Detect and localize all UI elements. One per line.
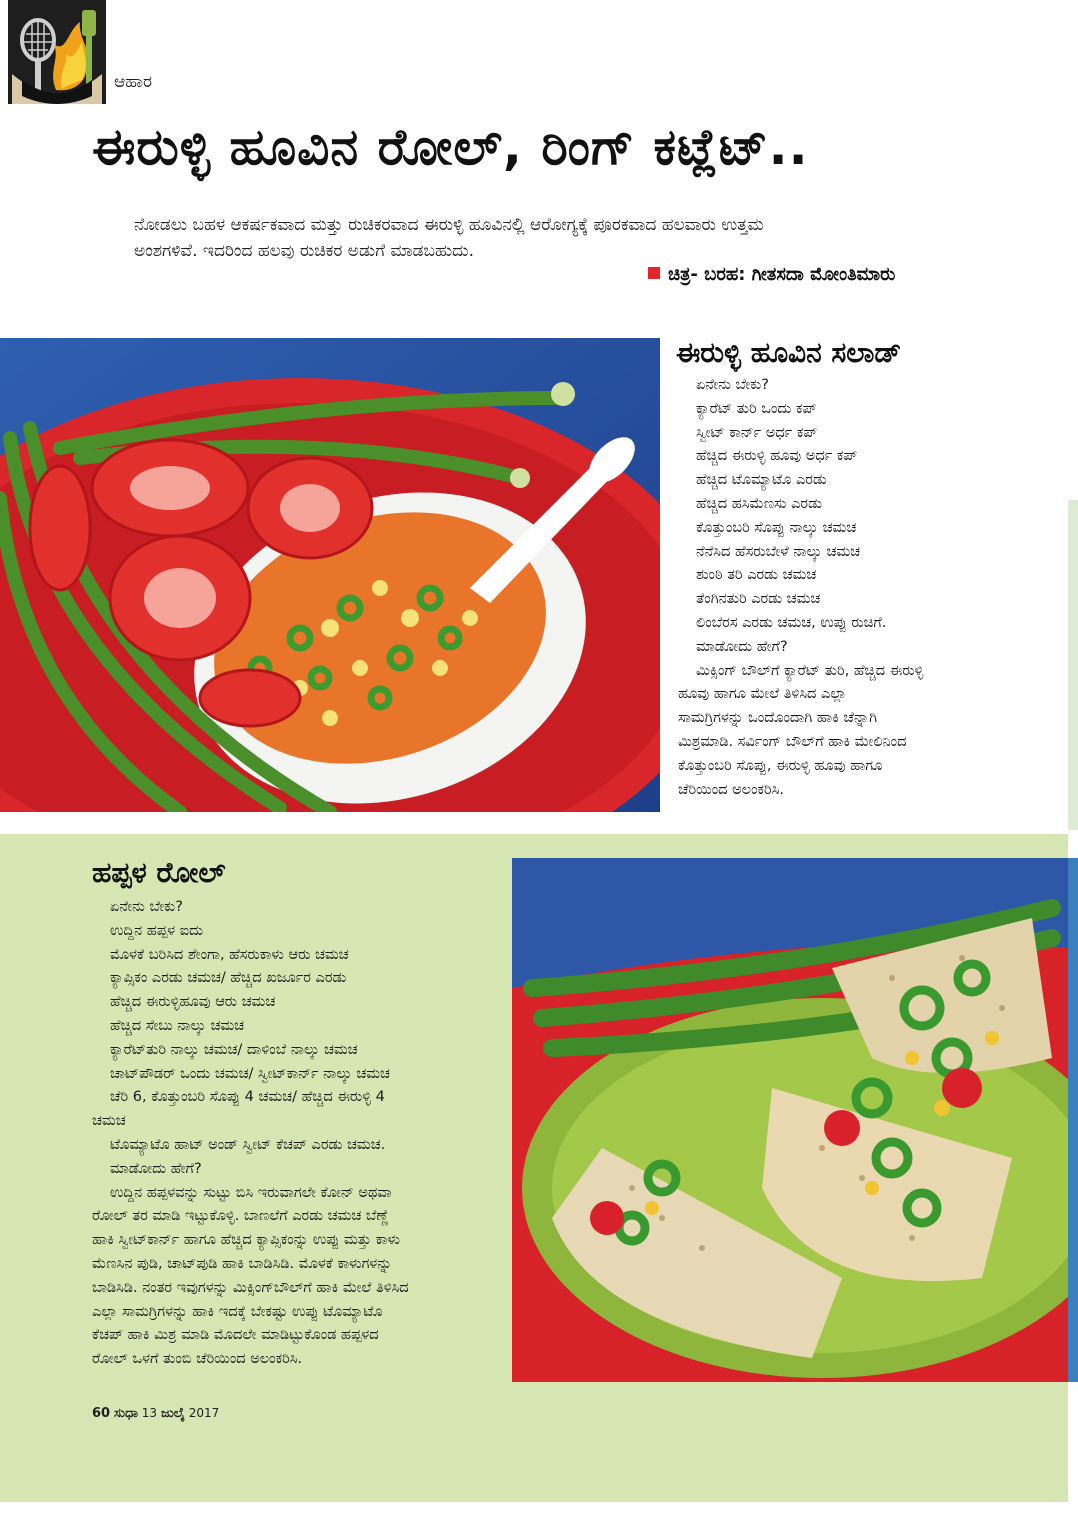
salad-recipe-body: [678, 374, 1066, 802]
recipe-line: ಮಾಡೋದು ಹೇಗೆ?: [110, 1160, 202, 1177]
recipe-line: ಸ್ವೀಟ್ ಕಾರ್ನ್ ಅರ್ಧ ಕಪ್: [696, 424, 818, 441]
recipe-line: ಮಿಕ್ಸಿಂಗ್ ಬೌಲ್‌ಗೆ ಕ್ಯಾರೆಟ್ ತುರಿ, ಹೆಚ್ಚಿದ ಈರುಳ್ಳಿ: [696, 662, 924, 679]
recipe-line: ಮಾಡೋದು ಹೇಗೆ?: [696, 638, 788, 655]
recipe-line: ಏನೇನು ಬೇಕು?: [696, 377, 769, 393]
page-title: ಈರುಳ್ಳಿ ಹೂವಿನ ರೋಲ್, ರಿಂಗ್ ಕಟ್ಲೆಟ್..: [92, 118, 809, 176]
recipe-line: ಕೊತ್ತುಂಬರಿ ಸೊಪ್ಪು, ಈರುಳ್ಳಿ ಹೂವು ಹಾಗೂ: [678, 757, 883, 774]
section-logo: [8, 0, 106, 104]
recipe-line: ಮಿಶ್ರಮಾಡಿ. ಸರ್ವಿಂಗ್ ಬೌಲ್‌ಗೆ ಹಾಕಿ ಮೇಲಿನಿಂದ: [678, 733, 907, 750]
recipe-line: ಸಾಮಗ್ರಿಗಳನ್ನು ಒಂದೊಂದಾಗಿ ಹಾಕಿ ಚೆನ್ನಾಗಿ: [678, 710, 878, 727]
recipe-line: ಎಲ್ಲಾ ಸಾಮಗ್ರಿಗಳನ್ನು ಹಾಕಿ ಇದಕ್ಕೆ ಬೇಕಷ್ಟು ಉಪ್ಪು ಟೊಮ್ಯಾಟೊ: [92, 1303, 383, 1320]
recipe-line: ಹಾಕಿ ಸ್ವೀಟ್‌ಕಾರ್ನ್ ಹಾಗೂ ಹೆಚ್ಚಿದ ಕ್ಯಾಪ್ಸಿಕಂನ್ನು ಉಪ್ಪು ಮತ್ತು ಕಾಳು: [92, 1232, 400, 1249]
roll-recipe-body: [92, 896, 502, 1372]
recipe-line: ಬಾಡಿಸಿಡಿ. ನಂತರ ಇವುಗಳನ್ನು ಮಿಕ್ಸಿಂಗ್‌ಬೌಲ್‌ಗೆ ಹಾಕಿ ಮೇಲೆ ತಿಳಿಸಿದ: [92, 1279, 409, 1296]
section-tag: ಆಹಾರ: [114, 72, 152, 92]
recipe-line: ಹೂವು ಹಾಗೂ ಮೇಲೆ ತಿಳಿಸಿದ ಎಲ್ಲಾ: [678, 686, 847, 703]
issue-year: 2017: [188, 1406, 220, 1420]
page-number: 60: [92, 1406, 111, 1421]
recipe-line: ಕೊತ್ತುಂಬರಿ ಸೊಪ್ಪು ನಾಲ್ಕು ಚಮಚ: [696, 519, 857, 536]
intro-line: ಅಂಶಗಳಿವೆ. ಇದರಿಂದ ಹಲವು ರುಚಿಕರ ಅಡುಗೆ ಮಾಡಬಹುದು.: [134, 241, 474, 261]
recipe-line: ಚಮಚ: [92, 1113, 126, 1130]
recipe-line: ಶುಂಠಿ ತರಿ ಎರಡು ಚಮಚ: [696, 567, 817, 584]
recipe-line: ಕ್ಯಾರೆಟ್ ತುರಿ ಒಂದು ಕಪ್: [696, 400, 817, 417]
recipe-line: ತೆಂಗಿನತುರಿ ಎರಡು ಚಮಚ: [696, 591, 821, 608]
byline: [648, 264, 895, 285]
intro-paragraph: [134, 212, 994, 264]
recipe-line: ಕ್ಯಾರೆಟ್‌ತುರಿ ನಾಲ್ಕು ಚಮಚ/ ದಾಳಿಂಬೆ ನಾಲ್ಕು ಚಮಚ: [110, 1041, 358, 1058]
edge-strip: [1068, 858, 1078, 1382]
kitchen-utensils-icon: [8, 0, 106, 104]
issue-month: ಜುಲೈ: [160, 1406, 185, 1421]
red-square-bullet-icon: [648, 267, 660, 279]
recipe-line: ಮೊಳಕೆ ಬರಿಸಿದ ಶೇಂಗಾ, ಹೆಸರುಕಾಳು ಆರು ಚಮಚ: [110, 946, 349, 963]
recipe-line: ಹೆಚ್ಚಿದ ಹಸಿಮೆಣಸು ಎರಡು: [696, 495, 822, 512]
magazine-name: ಸುಧಾ: [113, 1406, 138, 1421]
intro-line: ನೋಡಲು ಬಹಳ ಆಕರ್ಷಕವಾದ ಮತ್ತು ರುಚಿಕರವಾದ ಈರುಳ್ಳಿ ಹೂವಿನಲ್ಲಿ ಆರೋಗ್ಯಕ್ಕೆ ಪೂರಕವಾದ ಹಲವಾರು ಉತ್ತಮ: [134, 215, 764, 235]
recipe-line: ಚೆರಿಯಿಂದ ಅಲಂಕರಿಸಿ.: [678, 781, 784, 798]
recipe-line: ಲಿಂಬೆರಸ ಎರಡು ಚಮಚ, ಉಪ್ಪು ರುಚಿಗೆ.: [696, 614, 887, 631]
recipe-line: ಹೆಚ್ಚಿದ ಈರುಳ್ಳಿ ಹೂವು ಅರ್ಧ ಕಪ್: [696, 448, 858, 465]
recipe-line: ಉದ್ದಿನ ಹಪ್ಪಳವನ್ನು ಸುಟ್ಟು ಬಿಸಿ ಇರುವಾಗಲೇ ಕೋನ್ ಅಥವಾ: [110, 1184, 392, 1201]
edge-strip: [1068, 500, 1078, 830]
recipe-line: ಕ್ಯಾಪ್ಸಿಕಂ ಎರಡು ಚಮಚ/ ಹೆಚ್ಚಿದ ಖರ್ಜೂರ ಎರಡು: [110, 970, 347, 987]
recipe-line: ಹೆಚ್ಚಿದ ಟೊಮ್ಯಾಟೊ ಎರಡು: [696, 472, 827, 489]
recipe-line: ಚಾಟ್‌ಪೌಡರ್ ಒಂದು ಚಮಚ/ ಸ್ವೀಟ್‌ಕಾರ್ನ್ ನಾಲ್ಕು ಚಮಚ: [110, 1065, 390, 1082]
issue-day: 13: [141, 1406, 158, 1420]
recipe-line: ನೆನೆಸಿದ ಹೆಸರುಬೇಳೆ ನಾಲ್ಕು ಚಮಚ: [696, 543, 861, 560]
salad-photo: [0, 338, 660, 812]
recipe-line: ರೋಲ್ ತರ ಮಾಡಿ ಇಟ್ಟುಕೊಳ್ಳಿ. ಬಾಣಲೆಗೆ ಎರಡು ಚಮಚ ಬೆಣ್ಣೆ: [92, 1208, 389, 1225]
recipe-line: ಹೆಚ್ಚಿದ ಸೇಬು ನಾಲ್ಕು ಚಮಚ: [110, 1017, 245, 1034]
recipe-line: ರೋಲ್ ಒಳಗೆ ತುಂಬಿ ಚೆರಿಯಿಂದ ಅಲಂಕರಿಸಿ.: [92, 1351, 303, 1368]
recipe-line: ಉದ್ದಿನ ಹಪ್ಪಳ ಐದು: [110, 922, 204, 939]
byline-text: ಚಿತ್ರ- ಬರಹ: ಗೀತಸದಾ ಮೋಂತಿಮಾರು: [668, 264, 896, 285]
salad-recipe-title: ಈರುಳ್ಳಿ ಹೂವಿನ ಸಲಾಡ್: [676, 336, 902, 369]
papad-roll-photo: [512, 858, 1068, 1382]
recipe-line: ಚೆರಿ 6, ಕೊತ್ತುಂಬರಿ ಸೊಪ್ಪು 4 ಚಮಚ/ ಹೆಚ್ಚಿದ ಈರುಳ್ಳಿ 4: [110, 1089, 385, 1106]
recipe-line: ಏನೇನು ಬೇಕು?: [110, 899, 183, 915]
recipe-line: ಕೆಚಪ್ ಹಾಕಿ ಮಿಶ್ರ ಮಾಡಿ ಮೊದಲೇ ಮಾಡಿಟ್ಟುಕೊಂಡ ಹಪ್ಪಳದ: [92, 1327, 379, 1344]
recipe-line: ಹೆಚ್ಚಿದ ಈರುಳ್ಳಿಹೂವು ಆರು ಚಮಚ: [110, 994, 276, 1011]
roll-recipe-title: ಹಪ್ಪಳ ರೋಲ್: [92, 856, 226, 889]
recipe-line: ಟೊಮ್ಯಾಟೊ ಹಾಟ್ ಅಂಡ್ ಸ್ವೀಟ್ ಕೆಚಪ್ ಎರಡು ಚಮಚ.: [110, 1136, 386, 1153]
recipe-line: ಮೆಣಸಿನ ಪುಡಿ, ಚಾಟ್‌ಪುಡಿ ಹಾಕಿ ಬಾಡಿಸಿಡಿ. ಮೊಳಕೆ ಕಾಳುಗಳನ್ನು: [92, 1255, 392, 1272]
page-footer: [92, 1406, 219, 1421]
